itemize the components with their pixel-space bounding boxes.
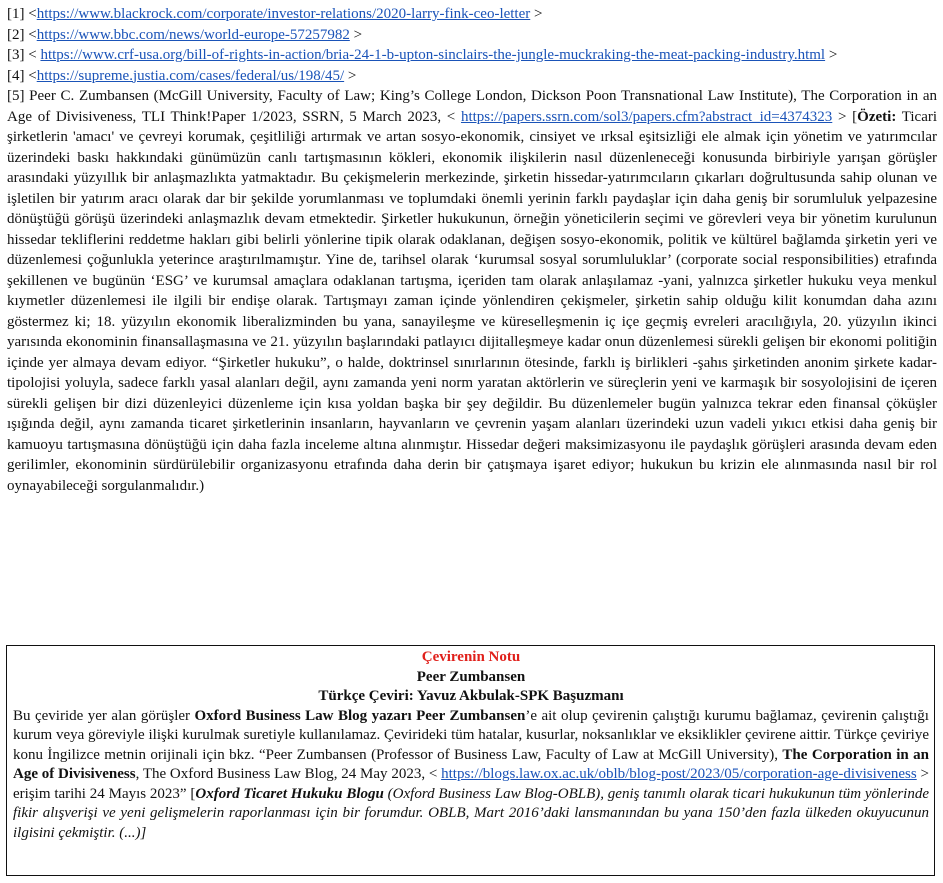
reference-5-bracket: > [	[838, 108, 858, 125]
reference-number: [3] <	[7, 47, 37, 63]
oblb-link[interactable]: https://blogs.law.ox.ac.uk/oblb/blog-post/2023/05/corporation-age-divisiveness	[441, 766, 917, 782]
summary-label: Özeti:	[857, 108, 897, 125]
note-text: > erişim tarihi 24 Mayıs 2023” [	[13, 766, 929, 802]
reference-number: [4] <	[7, 67, 37, 84]
note-text: ’e ait olup çevirenin çalıştığı kurumu bağlamaz, çevirenin çalıştığı kurum veya göreviyle ilişki kurulmak suretiyle kullanılamaz. Çevirideki tüm hatalar, kusurlar, noksanlıklar ve eksiklikler çevirene aittir. Türkçe çeviriye konu İngilizce metnin orijinali için bkz. “Peer Zumbansen (Professor of Business Law, Faculty of Law at McGill University),	[13, 707, 929, 763]
references-list	[7, 4, 937, 496]
reference-4	[7, 66, 937, 87]
note-bold-title: The Corporation in an Age of Divisiveness	[13, 746, 929, 782]
note-blog-description: (Oxford Business Law Blog-OBLB), geniş tanımlı olarak ticari hukukunun tüm yönlerinde fikir alışverişi ve yeni gelişmelerin raporlanması için bir forumdur. OBLB, Mart 2016’daki lansmanından bu yana 150’den fazla ülkeden okuyucunun ilgisini çekmiştir. (...)]	[13, 785, 930, 841]
reference-link[interactable]: https://supreme.justia.com/cases/federal/us/198/45/	[36, 67, 345, 84]
reference-close: >	[534, 6, 543, 22]
note-blog-name: Oxford Ticaret Hukuku Blogu	[195, 785, 384, 802]
ssrn-link[interactable]: https://papers.ssrn.com/sol3/papers.cfm?abstract_id=4374323	[460, 108, 833, 125]
reference-2	[7, 25, 937, 46]
reference-1	[7, 4, 937, 25]
note-text: , The Oxford Business Law Blog, 24 May 2023, <	[135, 766, 438, 782]
note-body	[13, 707, 929, 844]
reference-5	[7, 86, 937, 496]
reference-number: [1] <	[7, 6, 37, 22]
note-author: Peer Zumbansen	[416, 668, 526, 685]
reference-close: >	[347, 67, 357, 84]
reference-close: >	[353, 26, 363, 43]
reference-link[interactable]: https://www.blackrock.com/corporate/investor-relations/2020-larry-fink-ceo-letter	[36, 6, 531, 22]
reference-link[interactable]: https://www.crf-usa.org/bill-of-rights-in-action/bria-24-1-b-upton-sinclairs-the-jungle-muckraking-the-meat-packing-industry.html	[40, 47, 826, 63]
reference-number: [2] <	[7, 26, 37, 43]
note-bold-author: Oxford Business Law Blog yazarı Peer Zumbansen	[194, 707, 526, 724]
translator-note-box	[6, 645, 935, 876]
note-title: Çevirenin Notu	[421, 649, 521, 665]
reference-5-intro: [5] Peer C. Zumbansen (McGill University, Faculty of Law; King’s College London, Dickson Poon Transnational Law Institute), The Corporation in an Age of Divisiveness, TLI Think!Paper 1/2023, SSRN, 5 March 2023, <	[7, 88, 937, 125]
note-text: Bu çeviride yer alan görüşler	[13, 707, 191, 724]
reference-link[interactable]: https://www.bbc.com/news/world-europe-57257982	[36, 26, 350, 43]
reference-close: >	[828, 47, 838, 63]
summary-text: Ticari şirketlerin 'amacı' ve çevreyi korumak, çeşitliliği artırmak ve artan sosyo-ekonomik, cinsiyet ve ırksal eşitsizliği ele almak için yönetim ve yatırımcılar üzerindeki baskı hakkındaki günümüzün canlı tartışmasının kökleri, ekonomik ilişkilerin nasıl düzenleneceği konusunda birbiriyle yarışan görüşler arasındaki yüzyıllık bir anlaşmazlıkta yatmaktadır. Bu çekişmelerin merkezinde, şirketin hissedar-yatırımcıların çıkarları doğrultusunda sahip olunan ve işletilen bir yatırım aracı olarak dar bir şekilde yorumlanması ve toplumdaki önemli yerinin farklı paydaşlar için daha geniş bir sorumluluk yelpazesine dönüştüğü görüşü üzerindeki anlaşmazlık devam etmektedir. Şirketler hukukunun, örneğin yöneticilerin seçimi ve görevleri veya bir yönetim kurulunun hissedar tekliflerini reddetme hakları gibi belirli yönlerine tipik olarak odaklanan, değişen sosyo-ekonomik, politik ve kültürel bağlamda şirketin yeri ve düzenlemesi çoğunlukla yeterince araştırılmamıştır. Yine de, tarihsel olarak ‘kurumsal sosyal sorumluluklar’ (corporate social responsibilities) etrafında şekillenen ve bugünün ‘ESG’ ve kurumsal amaçlara odaklanan tartışma, içeriden tam olarak anlaşılamaz -yani, yalnızca şirketler hukuku veya menkul kıymetler düzenlemesi ile ilgili bir endişe olarak. Tartışmayı zaman içinde yönlendiren çekişmeler, şirketin sahip olduğu kilit konumdan daha azını göstermez ki; 18. yüzyılın ekonomik liberalizminden bu yana, sanayileşme ve küreselleşmenin iç içe geçmiş evreleri aracılığıyla, 20. yüzyılın ikinci yarısında ekonominin finansallaşmasına ve 21. yüzyılın başlarındaki patlayıcı dijitalleşmeye kadar onun düzenlemesi sürekli gelişen bir ekonomi politiğin içinde yer almaya devam ediyor. “Şirketler hukuku”, o halde, doktrinsel sınırlarının ötesinde, farklı iş birlikleri -şahıs şirketinden anonim şirkete kadar- tipolojisi yoluyla, sadece farklı yasal alanları değil, aynı zamanda yeni norm yaratan aktörlerin ve süreçlerin yeni ve karmaşık bir sosyolojisini de içeren sürekli gelişen bir dizi düzenleyici düzenleme için kısa yoldan başka bir şey değildir. Bu düzenlemeler bugün yalnızca tekrar eden finansal çöküşler ışığında değil, aynı zamanda ticaret şirketlerinin insanların, hayvanların ve çevrenin yaşam alanları üzerindeki uzun vadeli yıkıcı etkisi daha geniş bir kamuoyu tartışmasına dönüştüğü için daha fazla inceleme altına alınmıştır. Hissedar değeri maksimizasyonu ile paydaşlık görüşleri arasında devam eden gerilimler, ekonominin sürdürülebilir organizasyonu etrafında daha derin bir çatışmaya işaret ediyor; hukukun bu krizin ele alınmasında nasıl bir rol oynayabileceği sorgulanmalıdır.)	[7, 108, 938, 494]
reference-3	[7, 45, 937, 66]
note-translation-credit: Türkçe Çeviri: Yavuz Akbulak-SPK Başuzmanı	[318, 688, 624, 704]
